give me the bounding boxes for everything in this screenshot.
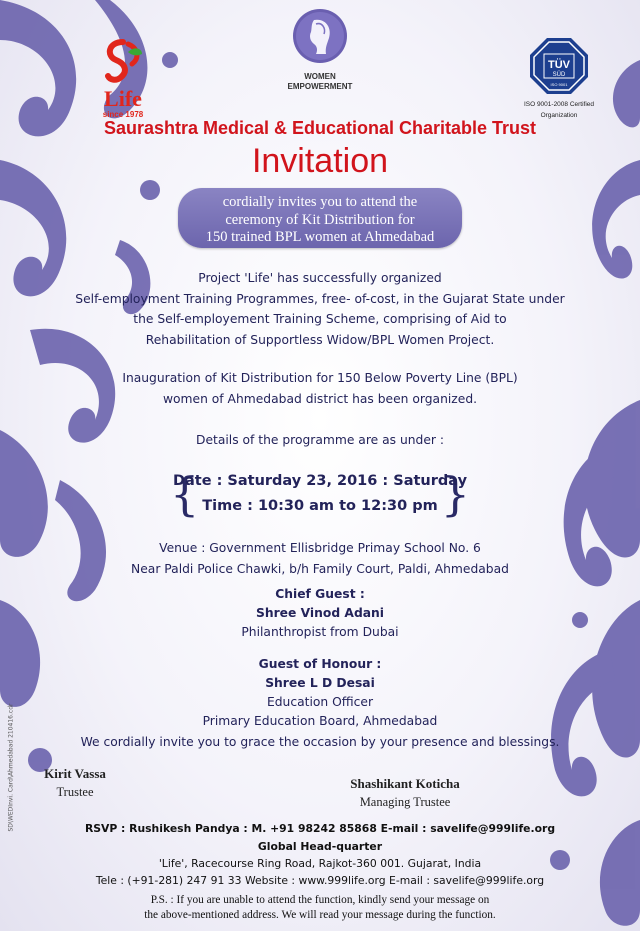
life-logo-name: Life	[104, 86, 142, 111]
invite-banner-line2: ceremony of Kit Distribution for	[225, 211, 415, 228]
tuv-caption-line1: ISO 9001-2008 Certified	[523, 101, 595, 108]
invite-banner-line3: 150 trained BPL women at Ahmedabad	[205, 229, 435, 245]
venue-line2: Near Paldi Police Chawki, b/h Family Court, Paldi, Ahmedabad	[131, 561, 509, 576]
guest-of-honour-section	[0, 655, 640, 731]
postscript	[0, 893, 640, 923]
invite-banner	[178, 188, 462, 248]
right-floral-ornament	[520, 0, 640, 931]
tuv-certification-logo	[500, 38, 618, 120]
left-brace-icon: {	[170, 467, 200, 521]
postscript-line1: P.S. : If you are unable to attend the function, kindly send your message on	[150, 894, 490, 906]
intro-line1: Project 'Life' has successfully organized	[198, 271, 442, 285]
invitation-title: Invitation	[251, 142, 389, 180]
hq-heading: Global Head-quarter	[257, 840, 383, 853]
inauguration-line2: women of Ahmedabad district has been organized.	[162, 391, 478, 406]
rsvp-line: RSVP : Rushikesh Pandya : M. +91 98242 85868 E-mail : savelife@999life.org	[84, 822, 556, 835]
life-logo	[88, 38, 158, 119]
signatory-name: Kirit Vassa	[44, 766, 106, 781]
event-date: Date : Saturday 23, 2016 : Saturday	[172, 473, 468, 489]
intro-line2: Self-employment Training Programmes, free- of-cost, in the Gujarat State under	[75, 291, 565, 306]
venue	[0, 538, 640, 579]
women-empowerment-logo	[272, 8, 368, 92]
closing-line: We cordially invite you to grace the occasion by your presence and blessings.	[80, 735, 560, 749]
inauguration-paragraph	[0, 368, 640, 409]
tuv-badge-sub: SÜD	[552, 72, 566, 78]
women-logo-line2: EMPOWERMENT	[287, 82, 353, 91]
signatory-trustee	[20, 766, 130, 800]
tuv-caption-line2: Organization	[540, 112, 578, 119]
woman-profile-icon	[292, 8, 348, 64]
file-reference-code: SD\WEDInvi. Card\Ahmedabad 210416.cdr	[7, 703, 15, 832]
chief-guest-heading: Chief Guest :	[275, 587, 365, 601]
chief-guest-name: Shree Vinod Adani	[255, 606, 385, 620]
guest-of-honour-heading: Guest of Honour :	[258, 657, 382, 671]
signatory-role: Managing Trustee	[359, 795, 451, 809]
hq-address: 'Life', Racecourse Ring Road, Rajkot-360 001. Gujarat, India	[158, 857, 482, 870]
intro-line4: Rehabilitation of Supportless Widow/BPL Women Project.	[145, 332, 495, 347]
signatory-role: Trustee	[56, 785, 94, 799]
venue-line1: Venue : Government Ellisbridge Primay School No. 6	[159, 541, 481, 555]
invite-banner-line1: cordially invites you to attend the	[222, 194, 418, 210]
tuv-badge-icon	[530, 38, 588, 94]
trust-name: Saurashtra Medical & Educational Charitable Trust	[103, 118, 537, 138]
life-swirl-icon	[98, 38, 148, 84]
signatory-managing-trustee	[320, 776, 490, 810]
details-heading: Details of the programme are as under :	[195, 433, 445, 447]
postscript-line2: the above-mentioned address. We will read your message during the function.	[144, 909, 496, 921]
chief-guest-role: Philanthropist from Dubai	[241, 625, 399, 639]
tuv-badge-iso: ISO 9001	[550, 82, 568, 87]
tuv-badge-text: TÜV	[548, 59, 570, 71]
inauguration-line1: Inauguration of Kit Distribution for 150 Below Poverty Line (BPL)	[122, 371, 518, 385]
life-logo-since: since 1978	[102, 110, 144, 119]
guest-of-honour-name: Shree L D Desai	[265, 676, 375, 690]
schedule-box	[170, 468, 470, 524]
right-brace-icon: }	[440, 467, 470, 521]
intro-line3: the Self-employement Training Scheme, comprising of Aid to	[133, 312, 507, 326]
chief-guest-section	[0, 585, 640, 642]
contact-line: Tele : (+91-281) 247 91 33 Website : www.999life.org E-mail : savelife@999life.org	[95, 874, 545, 887]
guest-of-honour-role1: Education Officer	[266, 695, 374, 709]
event-time: Time : 10:30 am to 12:30 pm	[202, 498, 438, 514]
women-logo-line1: WOMEN	[304, 72, 336, 81]
guest-of-honour-role2: Primary Education Board, Ahmedabad	[202, 714, 438, 728]
intro-paragraph	[0, 268, 640, 350]
signatory-name: Shashikant Koticha	[350, 776, 460, 791]
